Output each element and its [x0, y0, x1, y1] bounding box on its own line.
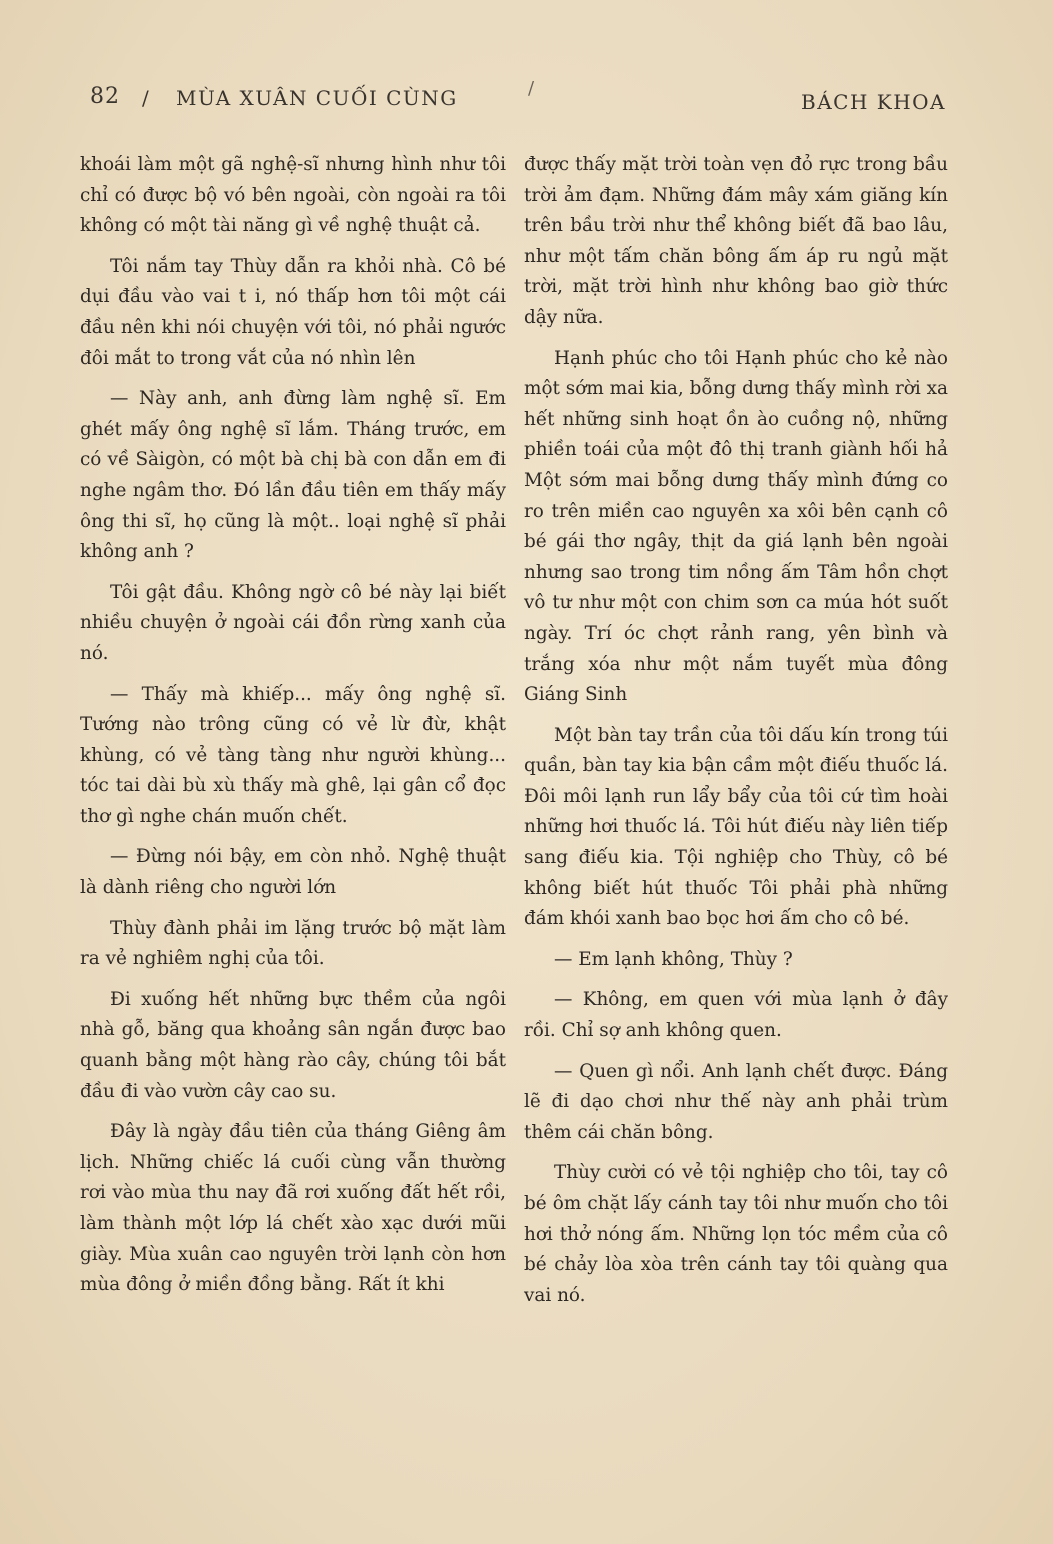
paragraph: Hạnh phúc cho tôi Hạnh phúc cho kẻ nào một sớm mai kia, bỗng dưng thấy mình rời xa hết những sinh hoạt ồn ào cuồng nộ, những phiền toái của một đô thị tranh giành hối hả Một sớm mai bỗng dưng thấy mình đứng co ro trên miền cao nguyên xa xôi bên cạnh cô bé gái thơ ngây, thịt da giá lạnh bên ngoài nhưng sao trong tim nồng ấm Tâm hồn chợt vô tư như một con chim sơn ca múa hót suốt ngày. Trí óc chợt rảnh rang, yên bình và trắng xóa như một nắm tuyết mùa đông Giáng Sinh — [524, 347, 948, 706]
paragraph: Thùy đành phải im lặng trước bộ mặt làm ra vẻ nghiêm nghị của tôi. — [80, 917, 506, 970]
left-column — [80, 150, 506, 1311]
paragraph: Một bàn tay trần của tôi dấu kín trong túi quần, bàn tay kia bận cầm một điếu thuốc lá. Đôi môi lạnh run lẩy bẩy của tôi cứ tìm hoài những hơi thuốc lá. Tôi hút điếu này liên tiếp sang điếu kia. Tội nghiệp cho Thùy, cô bé không biết hút thuốc Tôi phải phà những đám khói xanh bao bọc hơi ấm cho cô bé. — [524, 724, 948, 930]
paragraph: Thùy cười có vẻ tội nghiệp cho tôi, tay cô bé ôm chặt lấy cánh tay tôi như muốn cho tôi hơi thở nóng ấm. Những lọn tóc mềm của cô bé chảy lòa xòa trên cánh tay tôi quàng qua vai nó. — [524, 1162, 948, 1306]
header-separator: / — [142, 86, 150, 110]
paragraph: Tôi nắm tay Thùy dẫn ra khỏi nhà. Cô bé dụi đầu vào vai t i, nó thấp hơn tôi một cái đầu nên khi nói chuyện với tôi, nó phải ngước đôi mắt to trong vắt của nó nhìn lên — [80, 255, 506, 369]
paragraph: Đây là ngày đầu tiên của tháng Giêng âm lịch. Những chiếc lá cuối cùng vẫn thường rơi vào mùa thu nay đã rơi xuống đất hết rồi, làm thành một lớp lá chết xào xạc dưới mũi giày. Mùa xuân cao nguyên trời lạnh còn hơn mùa đông ở miền đồng bằng. Rất ít khi — [80, 1121, 506, 1296]
paragraph: — Không, em quen với mùa lạnh ở đây rồi. Chỉ sợ anh không quen. — [524, 989, 948, 1042]
paragraph: — Em lạnh không, Thùy ? — [554, 948, 793, 970]
running-title: MÙA XUÂN CUỐI CÙNG — [176, 86, 458, 110]
paragraph: — Này anh, anh đừng làm nghệ sĩ. Em ghét mấy ông nghệ sĩ lắm. Tháng trước, em có về Sàigòn, có một bà chị bà con dẫn em đi nghe ngâm thơ. Đó lần đầu tiên em thấy mấy ông thi sĩ, họ cũng là một.. loại nghệ sĩ phải không anh ? — [80, 388, 506, 563]
paragraph: — Thấy mà khiếp... mấy ông nghệ sĩ. Tướng nào trông cũng có vẻ lừ đừ, khật khùng, có vẻ tàng tàng như người khùng... tóc tai dài bù xù thấy mà ghê, lại gân cổ đọc thơ gì nghe chán muốn chết. — [80, 683, 506, 827]
magazine-name: BÁCH KHOA — [801, 90, 946, 114]
page-number: 82 — [90, 84, 120, 109]
paragraph: — Quen gì nổi. Anh lạnh chết được. Đáng lẽ đi dạo chơi như thế này anh phải trùm thêm cái chăn bông. — [524, 1060, 948, 1143]
right-column — [524, 150, 948, 1321]
running-header — [90, 78, 950, 118]
paragraph: Đi xuống hết những bực thềm của ngôi nhà gỗ, băng qua khoảng sân ngắn được bao quanh bằng một hàng rào cây, chúng tôi bắt đầu đi vào vườn cây cao su. — [80, 988, 506, 1102]
paragraph: Tôi gật đầu. Không ngờ cô bé này lại biết nhiều chuyện ở ngoài cái đồn rừng xanh của nó. — [80, 581, 506, 664]
paragraph: — Đừng nói bậy, em còn nhỏ. Nghệ thuật là dành riêng cho người lớn — [80, 846, 506, 899]
paragraph: được thấy mặt trời toàn vẹn đỏ rực trong bầu trời ảm đạm. Những đám mây xám giăng kín trên bầu trời như thể không biết đã bao lâu, như một tấm chăn bông ấm áp ru ngủ mặt trời, mặt trời hình như không bao giờ thức dậy nữa. — [524, 154, 948, 328]
header-mark: / — [528, 78, 536, 99]
paragraph: khoái làm một gã nghệ-sĩ nhưng hình như tôi chỉ có được bộ vó bên ngoài, còn ngoài ra tôi không có một tài năng gì về nghệ thuật cả. — [80, 154, 506, 237]
